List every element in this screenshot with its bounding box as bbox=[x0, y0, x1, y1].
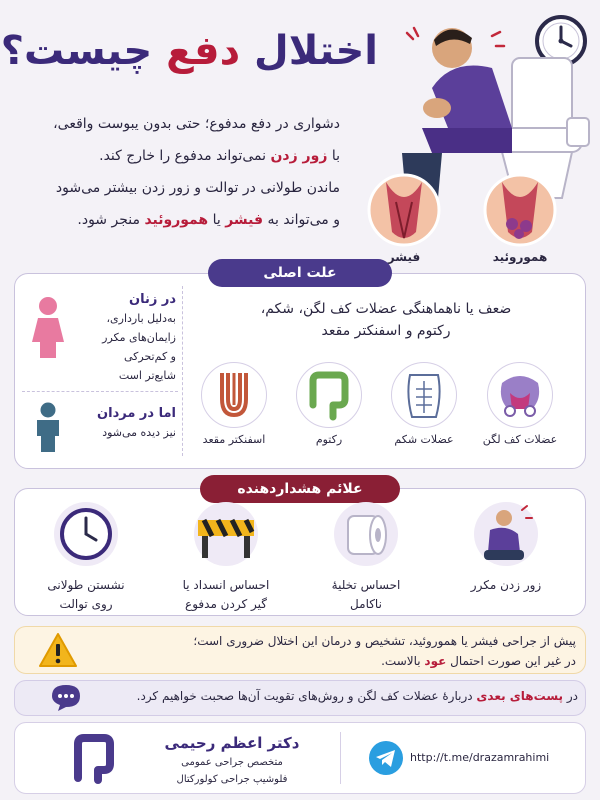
intro-line-4-highlight-1: فیشر bbox=[225, 212, 264, 228]
anal-sphincter-label: اسفنکتر مقعد bbox=[202, 433, 266, 446]
intro-line-4-highlight-2: هموروئید bbox=[144, 212, 209, 228]
hemorrhoid-label: هموروئید bbox=[492, 250, 548, 264]
warning-line-2-highlight: عود bbox=[424, 654, 447, 668]
vertical-divider bbox=[182, 286, 183, 456]
man-icon bbox=[34, 402, 62, 454]
intro-line-4-a: و می‌تواند به bbox=[263, 212, 340, 228]
symptom-3-line-2: گیر کردن مدفوع bbox=[185, 597, 267, 611]
intro-line-2-highlight: زور زدن bbox=[270, 148, 328, 164]
symptom-4 bbox=[31, 576, 141, 614]
toilet-paper-icon bbox=[326, 500, 406, 568]
info-text bbox=[92, 689, 578, 703]
main-cause-text bbox=[196, 298, 576, 342]
causes-section-title: علت اصلی bbox=[208, 259, 392, 287]
doctor-title-2: فلوشیپ جراحی کولورکتال bbox=[176, 774, 288, 785]
chat-bubble-icon bbox=[50, 683, 82, 713]
warning-line-2 bbox=[90, 651, 576, 671]
main-cause-line-1: ضعف یا ناهماهنگی عضلات کف لگن، شکم، bbox=[260, 301, 512, 317]
symptom-3-line-1: احساس انسداد یا bbox=[182, 578, 270, 592]
warning-line-2-b: بالاست. bbox=[381, 654, 425, 668]
symptom-2-line-2: ناکامل bbox=[350, 597, 382, 611]
symptom-2 bbox=[311, 576, 421, 614]
divider bbox=[22, 391, 178, 392]
clock-symptom-icon bbox=[46, 500, 126, 568]
intro-line-2 bbox=[10, 140, 340, 172]
women-text-3: و کم‌تحرکی bbox=[123, 350, 176, 363]
hemorrhoid-anatomy-image bbox=[482, 172, 558, 248]
info-text-a: در bbox=[563, 689, 578, 703]
woman-icon bbox=[30, 296, 66, 360]
abdominal-muscles-label: عضلات شکم bbox=[394, 433, 454, 446]
title-text-1: اختلال bbox=[240, 28, 378, 74]
info-text-b: دربارهٔ عضلات کف لگن و روش‌های تقویت آن‌ها صحبت خواهیم کرد. bbox=[136, 689, 477, 703]
warning-line-2-a: در غیر این صورت احتمال bbox=[446, 654, 576, 668]
intro-line-1: دشواری در دفع مدفوع؛ حتی بدون یبوست واقعی، bbox=[53, 116, 340, 132]
women-title: در زنان bbox=[128, 292, 176, 307]
symptom-4-line-2: روی توالت bbox=[59, 597, 113, 611]
women-text-2: زایمان‌های مکرر bbox=[102, 331, 176, 344]
warning-text bbox=[90, 631, 576, 671]
fissure-label: فیشر bbox=[387, 250, 421, 264]
women-block bbox=[72, 292, 176, 385]
symptom-1-line-1: زور زدن مکرر bbox=[470, 578, 542, 592]
intro-line-4-c: منجر شود. bbox=[77, 212, 145, 228]
symptoms-section-title: علائم هشداردهنده bbox=[200, 475, 400, 503]
colon-logo-icon bbox=[64, 730, 124, 788]
symptom-2-line-1: احساس تخلیهٔ bbox=[331, 578, 401, 592]
footer-divider bbox=[340, 732, 341, 784]
telegram-link[interactable]: http://t.me/drazamrahimi bbox=[410, 751, 550, 764]
rectum-icon bbox=[296, 362, 362, 428]
intro-line-3: ماندن طولانی در توالت و زور زدن بیشتر می‌شود bbox=[55, 180, 340, 196]
main-cause-line-2: رکتوم و اسفنکتر مقعد bbox=[321, 323, 451, 339]
info-text-highlight: پست‌های بعدی bbox=[476, 689, 564, 703]
women-text-4: شایع‌تر است bbox=[118, 369, 176, 382]
men-block bbox=[72, 406, 176, 442]
pelvic-floor-icon bbox=[487, 362, 553, 428]
abdominal-muscles-icon bbox=[391, 362, 457, 428]
intro-text bbox=[10, 108, 340, 236]
anal-sphincter-icon bbox=[201, 362, 267, 428]
doctor-info bbox=[132, 734, 332, 788]
warning-icon bbox=[38, 632, 78, 668]
barrier-icon bbox=[186, 500, 266, 568]
title-text-3: چیست؟ bbox=[0, 28, 167, 74]
symptom-1 bbox=[451, 576, 561, 595]
doctor-name: دکتر اعظم رحیمی bbox=[164, 734, 300, 752]
women-text-1: به‌دلیل بارداری، bbox=[106, 312, 176, 325]
intro-line-4 bbox=[10, 204, 340, 236]
intro-line-2-b: نمی‌تواند مدفوع را خارج کند. bbox=[99, 148, 271, 164]
fissure-anatomy-image bbox=[366, 172, 442, 248]
men-text: نیز دیده می‌شود bbox=[102, 426, 176, 439]
pelvic-floor-label: عضلات کف لگن bbox=[482, 433, 558, 446]
intro-line-4-b: یا bbox=[208, 212, 226, 228]
page-title bbox=[1, 28, 378, 74]
warning-line-1: پیش از جراحی فیشر یا هموروئید، تشخیص و درمان این اختلال ضروری است؛ bbox=[193, 634, 576, 648]
intro-line-2-a: با bbox=[327, 148, 340, 164]
symptom-3 bbox=[166, 576, 286, 614]
men-title: اما در مردان bbox=[97, 406, 176, 421]
rectum-label: رکتوم bbox=[315, 433, 343, 446]
title-text-highlight: دفع bbox=[166, 28, 241, 74]
symptom-4-line-1: نشستن طولانی bbox=[47, 578, 125, 592]
doctor-title-1: متخصص جراحی عمومی bbox=[181, 757, 283, 768]
telegram-icon[interactable] bbox=[368, 740, 404, 776]
straining-man-icon bbox=[466, 500, 546, 568]
